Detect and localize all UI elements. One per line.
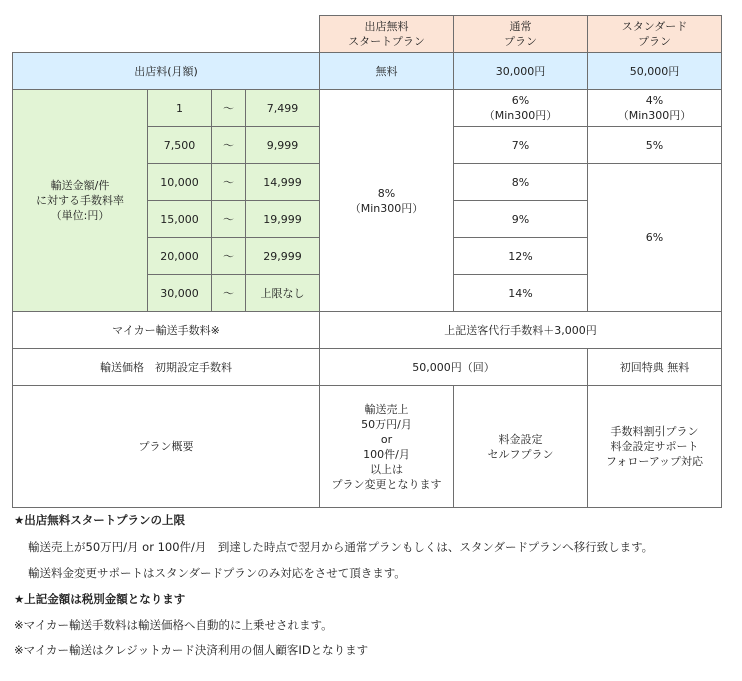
mycar-fee-label: マイカー輸送手数料※ xyxy=(13,312,320,349)
commission-label: 輸送金額/件 に対する手数料率 （単位:円） xyxy=(13,90,148,312)
normal-rate: 7% xyxy=(454,127,588,164)
normal-rate: 14% xyxy=(454,275,588,312)
range-tilde: ～ xyxy=(212,164,246,201)
range-from: 10,000 xyxy=(148,164,212,201)
standard-rate: 6% xyxy=(588,164,722,312)
range-tilde: ～ xyxy=(212,90,246,127)
note-upgrade: 輸送売上が50万円/月 or 100件/月 到達した時点で翌月から通常プランもしくは、スタンダードプランへ移行致します。 xyxy=(28,540,654,554)
range-to: 19,999 xyxy=(246,201,320,238)
standard-rate: 5% xyxy=(588,127,722,164)
range-tilde: ～ xyxy=(212,275,246,312)
range-to: 29,999 xyxy=(246,238,320,275)
mycar-fee-value: 上記送客代行手数料＋3,000円 xyxy=(320,312,722,349)
range-to: 上限なし xyxy=(246,275,320,312)
normal-rate: 12% xyxy=(454,238,588,275)
note-mycar-id: ※マイカー輸送はクレジットカード決済利用の個人顧客IDとなります xyxy=(14,643,369,657)
store-fee-free: 無料 xyxy=(320,53,454,90)
note-free-plan-limit: ★出店無料スタートプランの上限 xyxy=(14,513,185,527)
range-tilde: ～ xyxy=(212,238,246,275)
pricing-table xyxy=(12,15,722,508)
note-support: 輸送料金変更サポートはスタンダードプランのみ対応をさせて頂きます。 xyxy=(28,566,406,580)
blank-corner xyxy=(13,16,320,53)
range-tilde: ～ xyxy=(212,201,246,238)
range-to: 7,499 xyxy=(246,90,320,127)
store-fee-normal: 30,000円 xyxy=(454,53,588,90)
normal-rate: 6% （Min300円） xyxy=(454,90,588,127)
range-from: 15,000 xyxy=(148,201,212,238)
plan-overview-normal: 料金設定 セルフプラン xyxy=(454,386,588,508)
note-mycar-fee: ※マイカー輸送手数料は輸送価格へ自動的に上乗せされます。 xyxy=(14,618,333,632)
store-fee-label: 出店料(月額) xyxy=(13,53,320,90)
initial-fee-standard: 初回特典 無料 xyxy=(588,349,722,386)
range-to: 9,999 xyxy=(246,127,320,164)
range-from: 30,000 xyxy=(148,275,212,312)
note-tax: ★上記金額は税別金額となります xyxy=(14,592,186,606)
plan-overview-free: 輸送売上 50万円/月 or 100件/月 以上は プラン変更となります xyxy=(320,386,454,508)
header-plan-free: 出店無料 スタートプラン xyxy=(320,16,454,53)
free-plan-rate: 8% （Min300円） xyxy=(320,90,454,312)
initial-fee-value: 50,000円（回） xyxy=(320,349,588,386)
range-from: 7,500 xyxy=(148,127,212,164)
range-tilde: ～ xyxy=(212,127,246,164)
standard-rate: 4% （Min300円） xyxy=(588,90,722,127)
plan-overview-standard: 手数料割引プラン 料金設定サポート フォローアップ対応 xyxy=(588,386,722,508)
initial-fee-label: 輸送価格 初期設定手数料 xyxy=(13,349,320,386)
plan-overview-label: プラン概要 xyxy=(13,386,320,508)
header-plan-standard: スタンダード プラン xyxy=(588,16,722,53)
range-to: 14,999 xyxy=(246,164,320,201)
store-fee-standard: 50,000円 xyxy=(588,53,722,90)
range-from: 20,000 xyxy=(148,238,212,275)
range-from: 1 xyxy=(148,90,212,127)
normal-rate: 9% xyxy=(454,201,588,238)
normal-rate: 8% xyxy=(454,164,588,201)
header-plan-normal: 通常 プラン xyxy=(454,16,588,53)
